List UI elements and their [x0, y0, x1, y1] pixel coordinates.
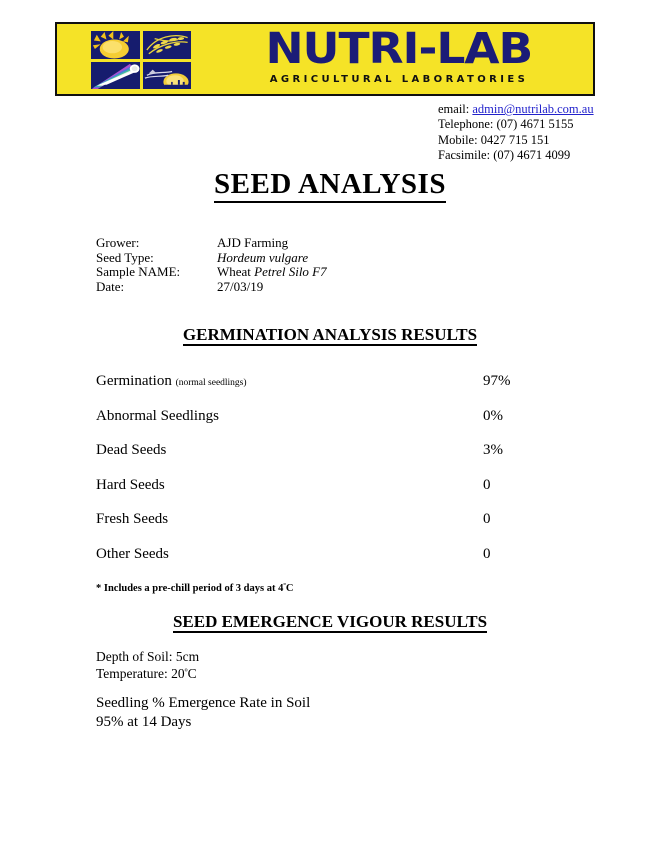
- result-value: 97%: [483, 373, 511, 389]
- pre-chill-footnote-unit: C: [285, 583, 294, 594]
- landscape-sun-icon: [143, 62, 192, 90]
- detail-label-grower: Grower:: [96, 235, 140, 250]
- contact-telephone: Telephone: (07) 4671 5155: [438, 117, 574, 132]
- detail-row-date: [96, 280, 327, 295]
- temperature-label: Temperature: 20: [96, 666, 185, 681]
- contact-email-label: email:: [438, 102, 473, 116]
- result-label-text: Germination: [96, 373, 176, 389]
- detail-value-seed-type-italic: Hordeum vulgare: [217, 249, 309, 265]
- contact-facsimile: Facsimile: (07) 4671 4099: [438, 147, 571, 162]
- detail-row-grower: [96, 236, 327, 251]
- result-label-text: Other Seeds: [96, 545, 169, 562]
- vigour-section-heading: [0, 612, 660, 632]
- result-label: [96, 477, 165, 494]
- vigour-summary: [96, 694, 310, 732]
- vigour-parameters: [96, 648, 199, 682]
- temperature-line: [96, 665, 199, 682]
- detail-value-sample-name: [217, 265, 327, 280]
- result-value: 0: [483, 511, 491, 527]
- prism-beam-icon: [91, 62, 140, 90]
- page-title-text: SEED ANALYSIS: [214, 168, 446, 203]
- germination-results-table: [96, 373, 536, 580]
- sample-details: [96, 236, 327, 294]
- degree-symbol: º: [184, 668, 188, 678]
- result-label-text: Abnormal Seedlings: [96, 407, 219, 424]
- contact-block: [438, 102, 594, 163]
- wheat-leaves-icon: [143, 31, 192, 59]
- depth-of-soil-line: Depth of Soil: 5cm: [96, 649, 200, 664]
- page-title: [0, 168, 660, 201]
- brand-wordmark-text: NUTRI-LAB: [265, 23, 533, 74]
- result-label: [96, 408, 219, 425]
- contact-email-link[interactable]: admin@nutrilab.com.au: [472, 102, 594, 116]
- detail-value-sample-name-italic: Petrel Silo F7: [254, 264, 327, 280]
- pre-chill-footnote: [96, 581, 293, 594]
- table-row: [96, 408, 536, 443]
- vigour-summary-line-2: 95% at 14 Days: [96, 714, 192, 730]
- result-label: [96, 511, 168, 528]
- result-label-text: Hard Seeds: [96, 476, 165, 493]
- detail-label-sample-name: Sample NAME:: [96, 264, 181, 280]
- vigour-summary-line-1: Seedling % Emergence Rate in Soil: [96, 695, 311, 711]
- detail-value-date: [217, 280, 263, 295]
- result-value: 0: [483, 545, 491, 562]
- temperature-unit: C: [187, 666, 197, 681]
- result-label-qualifier: (normal seedlings): [175, 378, 247, 388]
- result-value: 0%: [483, 407, 503, 424]
- detail-value-grower: [217, 236, 288, 251]
- brand-tagline: AGRICULTURAL LABORATORIES: [269, 74, 529, 85]
- detail-value-date-text: 27/03/19: [217, 278, 264, 294]
- table-row: [96, 511, 536, 546]
- detail-value-seed-type: [217, 251, 308, 266]
- result-label: [96, 546, 169, 563]
- table-row: [96, 546, 536, 581]
- result-label-text: Dead Seeds: [96, 442, 167, 458]
- contact-mobile: Mobile: 0427 715 151: [438, 132, 550, 147]
- brand-wordmark: [205, 25, 593, 73]
- result-label: [96, 373, 247, 390]
- detail-row-seed-type: [96, 251, 327, 266]
- detail-row-sample-name: [96, 265, 327, 280]
- result-value: 3%: [483, 442, 503, 458]
- detail-label-date: Date:: [96, 278, 125, 294]
- germination-section-heading: [0, 325, 660, 345]
- result-label: [96, 442, 166, 459]
- germination-section-heading-text: GERMINATION ANALYSIS RESULTS: [182, 325, 478, 344]
- result-label-text: Fresh Seeds: [96, 511, 169, 527]
- detail-value-grower-text: AJD Farming: [217, 235, 289, 250]
- table-row: [96, 442, 536, 477]
- vigour-section-heading-text: SEED EMERGENCE VIGOUR RESULTS: [172, 612, 488, 631]
- table-row: [96, 477, 536, 512]
- detail-label-seed-type: Seed Type:: [96, 249, 154, 265]
- result-value: 0: [483, 476, 491, 493]
- pre-chill-footnote-text: * Includes a pre-chill period of 3 days at 4: [96, 583, 284, 594]
- logo-icon-grid: [91, 31, 191, 89]
- sun-icon: [91, 31, 140, 59]
- detail-value-sample-name-text: Wheat: [217, 264, 255, 280]
- degree-symbol: º: [283, 581, 286, 590]
- contact-email-line: [438, 102, 594, 117]
- table-row: [96, 373, 536, 408]
- brand-banner: [55, 22, 595, 96]
